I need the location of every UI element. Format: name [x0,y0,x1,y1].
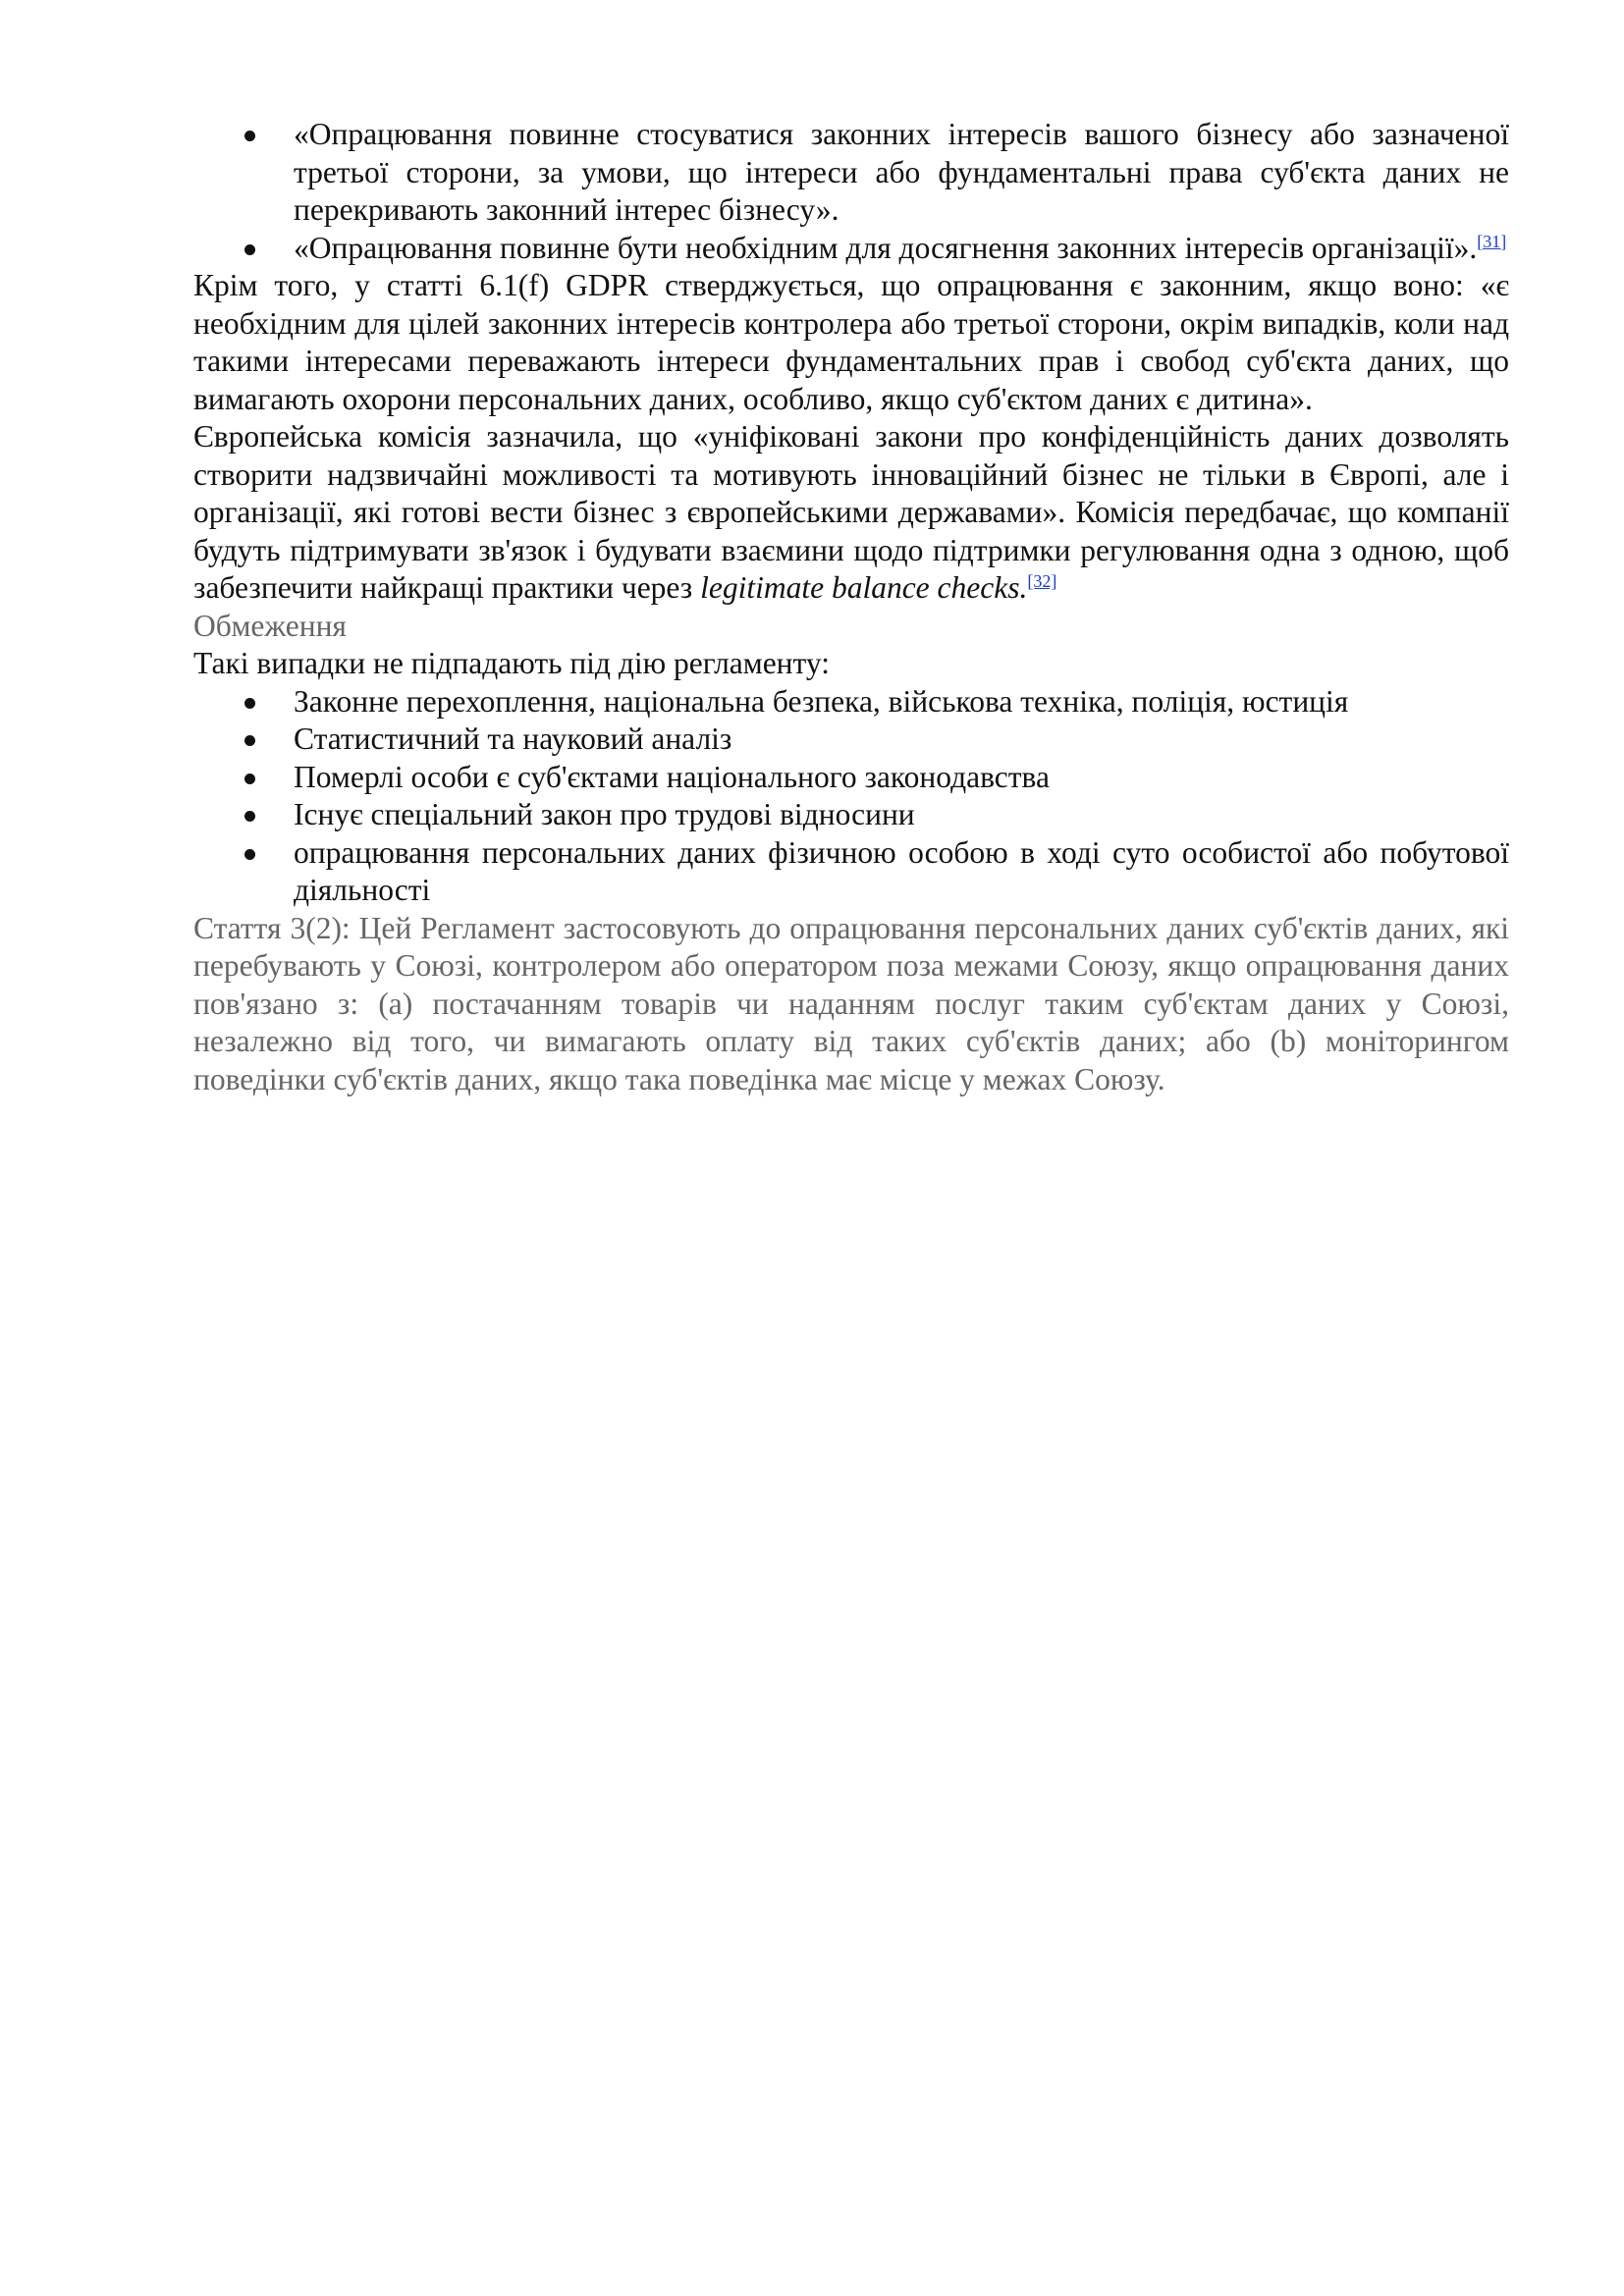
list-item [193,230,1509,268]
list-item: Померлі особи є суб'єктами національного законодавства [193,759,1509,797]
footnote-ref[interactable] [1477,232,1506,251]
list-item: Законне перехоплення, національна безпека, військова техніка, поліція, юстиція [193,683,1509,721]
document-page [193,116,1509,1098]
commission-italic-text: legitimate balance checks. [700,570,1028,605]
exceptions-bullet-list [193,683,1509,910]
commission-paragraph [193,418,1509,608]
article-3-2-paragraph: Стаття 3(2): Цей Регламент застосовують до опрацювання персональних даних суб'єктів даних, які перебувають у Союзі, контролером або оператором поза межами Союзу, якщо опрацювання даних пов'язано з: (a) постачанням товарів чи наданням послуг таким суб'єктам даних у Союзі, незалежно від того, чи вимагають оплату від таких суб'єктів даних; або (b) моніторингом поведінки суб'єктів даних, якщо така поведінка має місце у межах Союзу. [193,910,1509,1096]
list-item [193,116,1509,230]
list-item: Існує спеціальний закон про трудові відносини [193,796,1509,834]
section-heading-limits: Обмеження [193,608,347,643]
intro-bullet-list [193,116,1509,267]
footnote-ref[interactable] [1027,571,1056,591]
exceptions-intro: Такі випадки не підпадають під дію регламенту: [193,646,830,680]
list-item: Статистичний та науковий аналіз [193,721,1509,759]
footnote-link-32[interactable]: [32] [1027,571,1057,591]
list-item-text: «Опрацювання повинне стосуватися законних інтересів вашого бізнесу або зазначеної третьої сторони, за умови, що інтереси або фундаментальні права суб'єкта даних не перекривають законний інтерес бізнесу». [294,117,1509,227]
commission-text: Європейська комісія зазначила, що «уніфіковані закони про конфіденційність даних дозволять створити надзвичайні можливості та мотивують інноваційний бізнес не тільки в Європі, але і організації, які готові вести бізнес з європейськими державами». Комісія передбачає, що компанії будуть підтримувати зв'язок і будувати взаємини щодо підтримки регулювання одна з одною, щоб забезпечити найкращі практики через [193,419,1509,605]
gdpr-paragraph: Крім того, у статті 6.1(f) GDPR стверджується, що опрацювання є законним, якщо воно: «є необхідним для цілей законних інтересів контролера або третьої сторони, окрім випадків, коли над такими інтересами переважають інтереси фундаментальних прав і свобод суб'єкта даних, що вимагають охорони персональних даних, особливо, якщо суб'єктом даних є дитина». [193,268,1509,416]
list-item: опрацювання персональних даних фізичною особою в ході суто особистої або побутової діяльності [193,834,1509,910]
list-item-text: «Опрацювання повинне бути необхідним для досягнення законних інтересів організації». [294,230,1478,265]
footnote-link-31[interactable]: [31] [1477,231,1507,251]
